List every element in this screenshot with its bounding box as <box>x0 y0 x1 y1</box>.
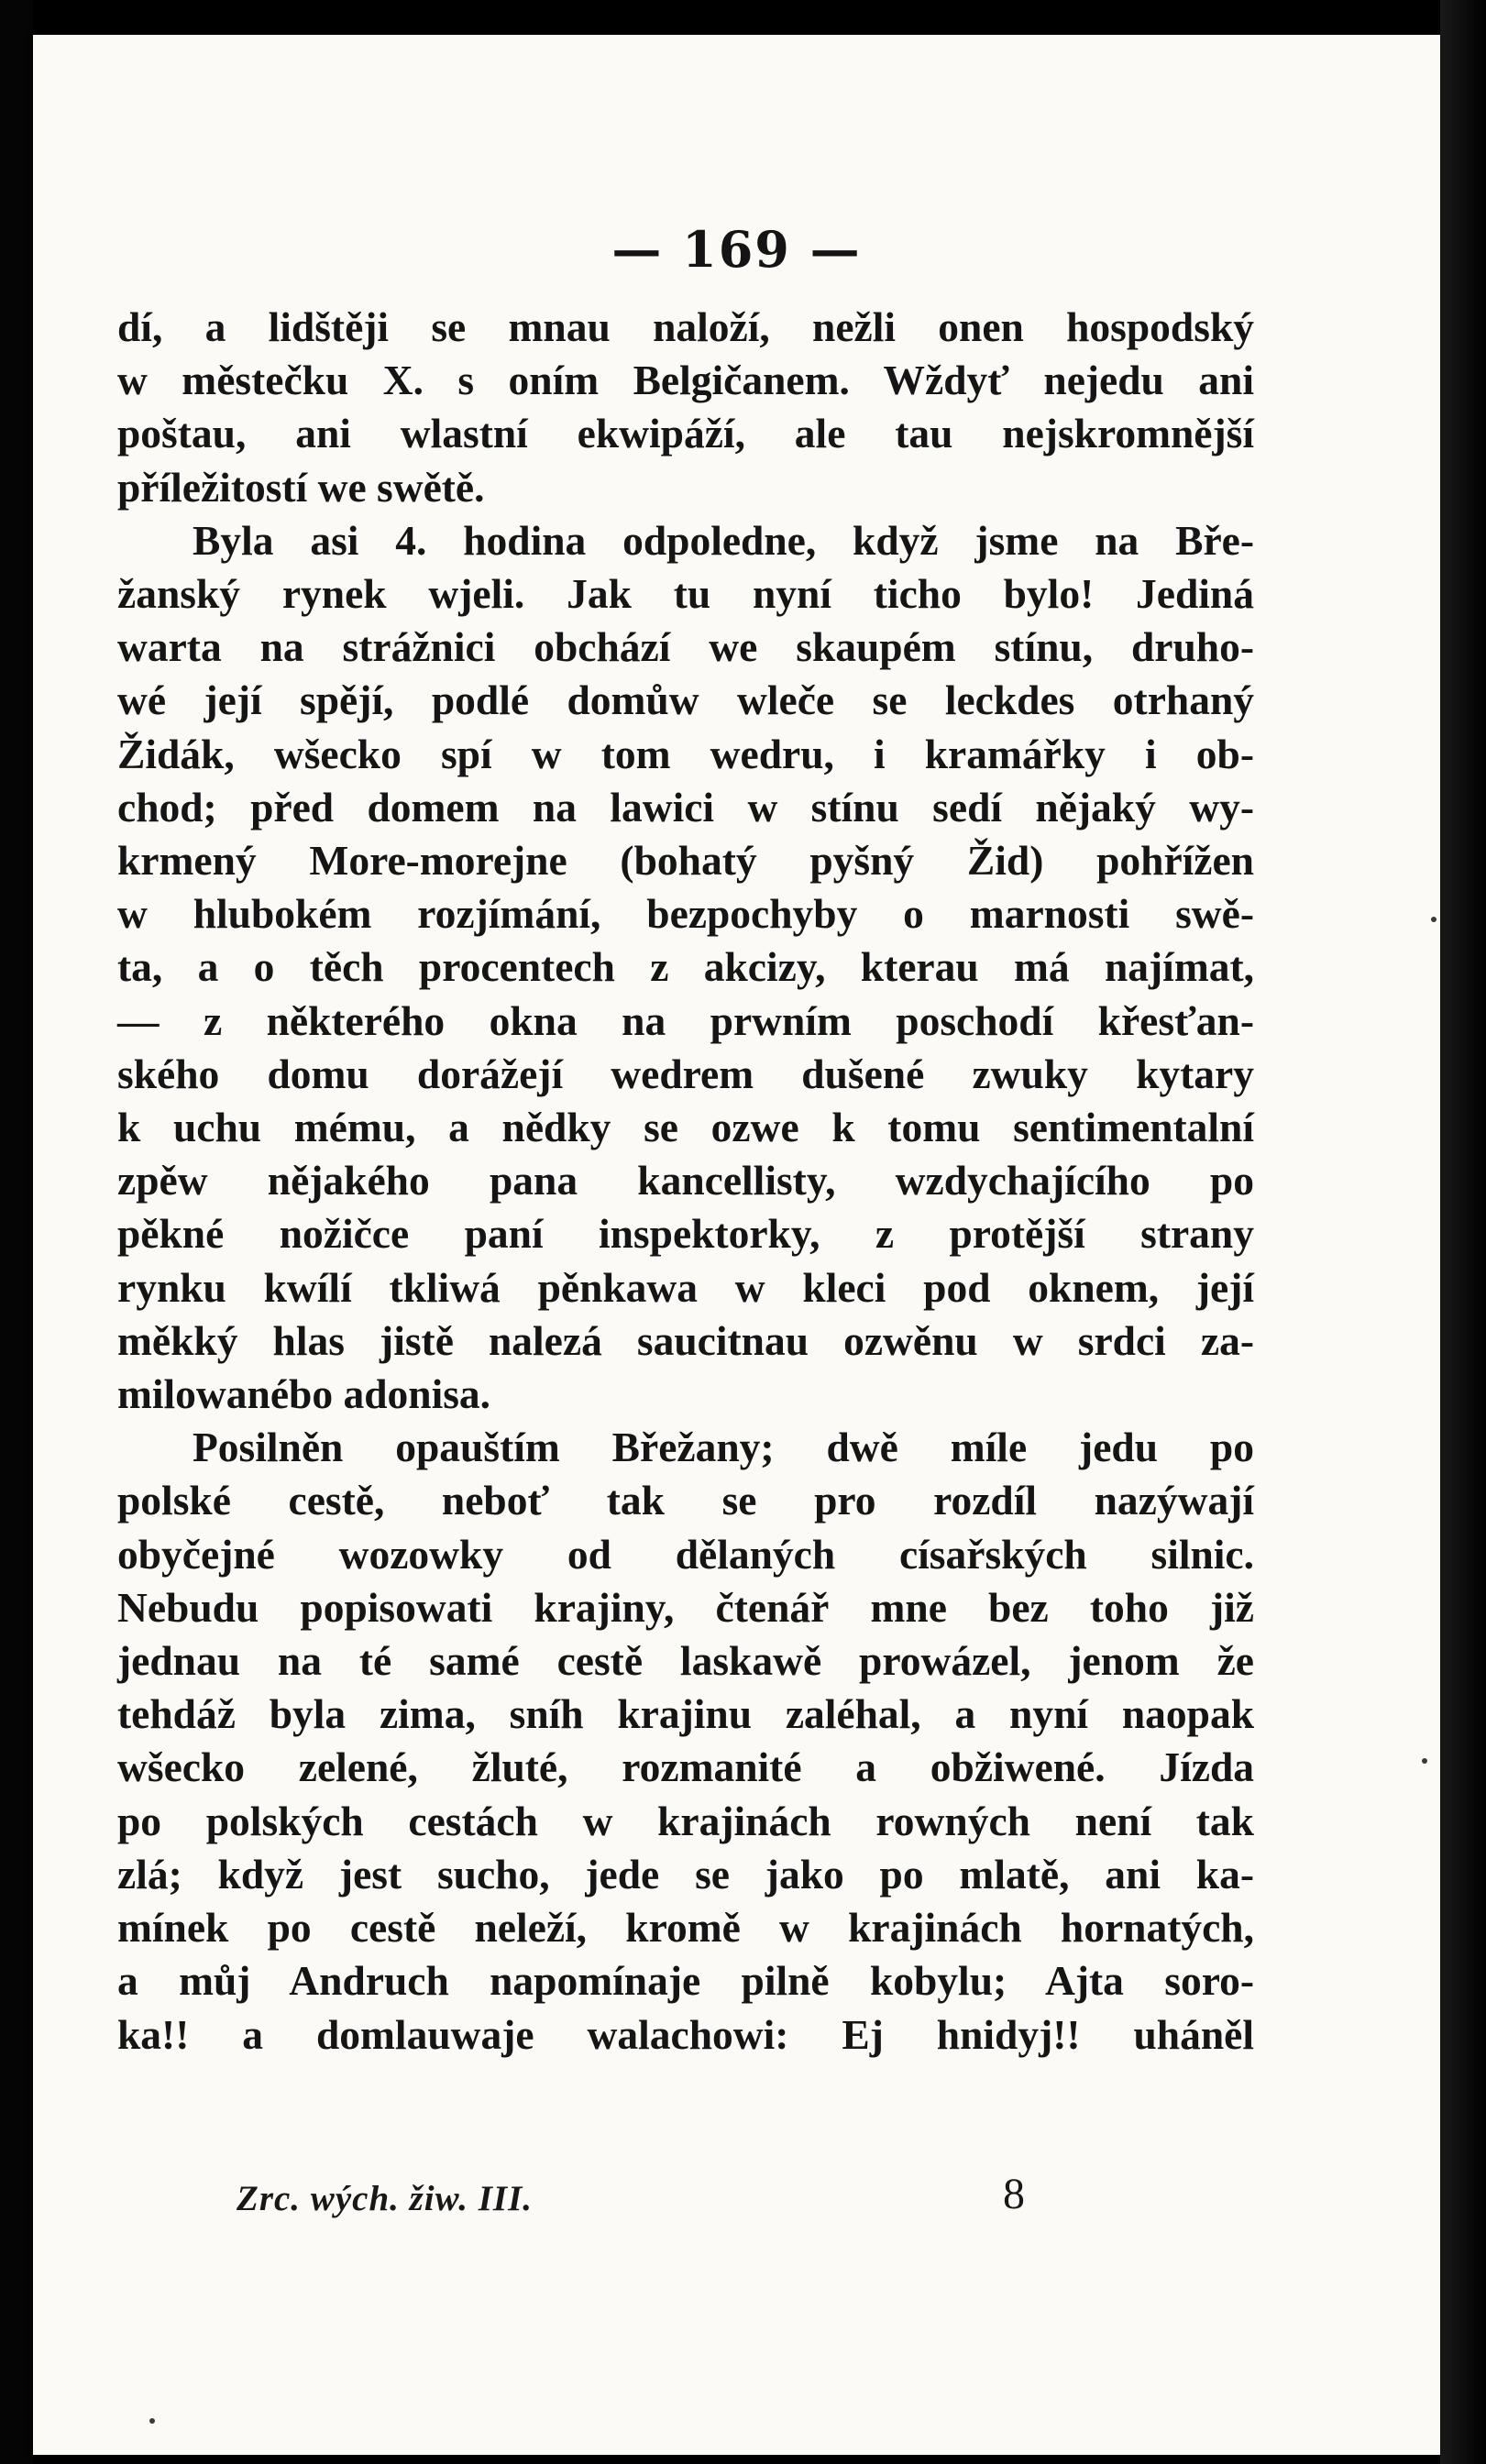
text-line: mínek po cestě neleží, kromě w krajinách hornatých, <box>117 1904 1254 1952</box>
text-line: Židák, wšecko spí w tom wedru, i kramářky i ob- <box>117 730 1254 777</box>
running-head: — 169 — <box>611 220 862 279</box>
text-line: wšecko zelené, žluté, rozmanité a obžiwené. Jízda <box>117 1744 1254 1791</box>
text-line: poštau, ani wlastní ekwipáží, ale tau nejskromnější <box>117 410 1254 457</box>
text-line: warta na strážnici obchází we skaupém stínu, druho- <box>117 623 1254 671</box>
text-line: Posilněn opauštím Břežany; dwě míle jedu po <box>193 1424 1254 1471</box>
text-line: zpěw nějakého pana kancellisty, wzdychajícího po <box>117 1157 1254 1204</box>
scan-speck <box>1422 1758 1427 1764</box>
text-line: rynku kwílí tkliwá pěnkawa w kleci pod oknem, její <box>117 1263 1254 1311</box>
text-line: Nebudu popisowati krajiny, čtenář mne bez toho již <box>117 1583 1254 1631</box>
scan-right-edge <box>1440 0 1486 2464</box>
text-line: ka!! a domlauwaje walachowi: Ej hnidyj!! uháněl <box>117 2010 1254 2058</box>
text-line: wé její spějí, podlé domůw wleče se leckdes otrhaný <box>117 676 1254 724</box>
text-line: příležitostí we swětě. <box>117 463 485 511</box>
text-line: ského domu dorážejí wedrem dušené zwuky kytary <box>117 1050 1254 1097</box>
text-line: tehdáž byla zima, sníh krajinu zaléhal, a nyní naopak <box>117 1690 1254 1738</box>
body-text <box>117 301 1254 2062</box>
scan-speck <box>149 2418 155 2424</box>
text-line: chod; před domem na lawici w stínu sedí nějaký wy- <box>117 783 1254 830</box>
text-line: dí, a lidštěji se mnau naloží, nežli onen hospodský <box>117 303 1254 350</box>
book-page <box>33 35 1440 2455</box>
text-line: Byla asi 4. hodina odpoledne, když jsme na Bře- <box>193 516 1254 564</box>
text-line: — z některého okna na prwním poschodí křesťan- <box>117 996 1254 1044</box>
text-line: krmený More-morejne (bohatý pyšný Žid) pohřížen <box>117 837 1254 885</box>
text-line: pěkné nožičce paní inspektorky, z protější strany <box>117 1210 1254 1258</box>
scan-speck <box>1431 917 1436 922</box>
text-line: žanský rynek wjeli. Jak tu nyní ticho bylo! Jediná <box>117 570 1254 618</box>
scan-left-edge <box>0 0 33 2464</box>
text-line: milowanébo adonisa. <box>117 1370 491 1418</box>
text-line: ta, a o těch procentech z akcizy, kterau má najímat, <box>117 943 1254 991</box>
text-line: k uchu mému, a nědky se ozwe k tomu sentimentalní <box>117 1104 1254 1151</box>
text-line: obyčejné wozowky od dělaných císařských silnic. <box>117 1530 1254 1578</box>
text-line: jednau na té samé cestě laskawě prowázel, jenom že <box>117 1637 1254 1685</box>
text-line: w městečku X. s oním Belgičanem. Wždyť nejedu ani <box>117 357 1254 404</box>
text-line: w hlubokém rozjímání, bezpochyby o marnosti swě- <box>117 890 1254 938</box>
text-line: zlá; když jest sucho, jede se jako po mlatě, ani ka- <box>117 1850 1254 1898</box>
text-line: po polských cestách w krajinách rowných není tak <box>117 1797 1254 1844</box>
text-line: polské cestě, neboť tak se pro rozdíl nazýwají <box>117 1477 1254 1524</box>
text-line: měkký hlas jistě nalezá saucitnau ozwěnu w srdci za- <box>117 1316 1254 1364</box>
signature-number: 8 <box>1003 2170 1025 2218</box>
text-line: a můj Andruch napomínaje pilně kobylu; Ajta soro- <box>117 1957 1254 2005</box>
signature-mark: Zrc. wých. žiw. III. <box>237 2179 533 2218</box>
